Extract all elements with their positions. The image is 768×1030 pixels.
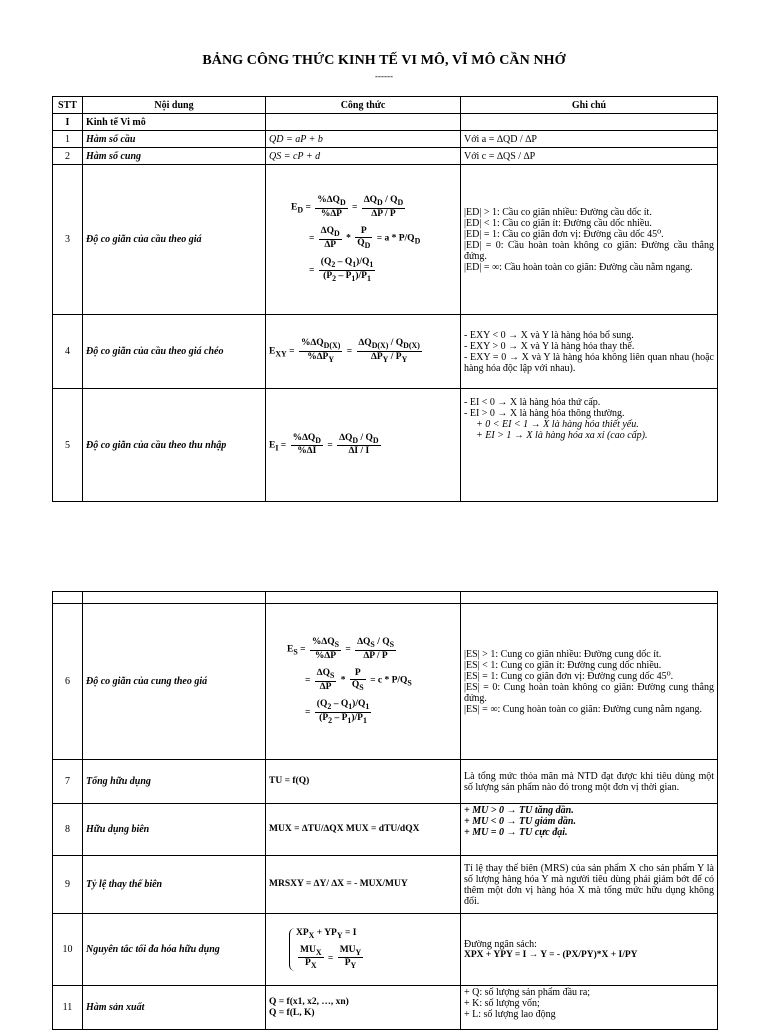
table-row: 2 Hàm số cung QS = cP + d Với c = ∆QS / ∆P bbox=[53, 148, 718, 165]
table-row: 5 Độ co giãn của cầu theo thu nhập $E_I$ = $\frac{\%\Delta Q_D}{\%\Delta I}$ = $\frac{\Delta Q_D / Q_D}{\Delta I / I}$ - EI < 0 → X là hàng hóa thứ cấp. - EI > 0 → X là hàng hóa thông thường. + 0 < EI < 1 → X là hàng hóa thiết yếu. + EI > 1 → X là hàng hóa xa xỉ (cao cấp). bbox=[53, 389, 718, 502]
table-row: 3 Độ co giãn của cầu theo giá $E_D$ = $\frac{\%\Delta Q_D}{\%\Delta P}$ = $\frac{\Delta Q_D / Q_D}{\Delta P / P}$ = $\frac{\Delta Q_D}{\Delta P}$ * $\frac{P}{Q_D}$ = a * $P/Q_D$ = $\frac{(Q_2 - Q_1)/Q_1}{(P_2 - P_1)/P_1}$ |ED| > 1: Cầu co giãn nhiều: Đường cầu dốc ít. |ED| < 1: Cầu co giãn ít: Đường cầu dốc nhiều. |ED| = 1: Cầu co giãn đơn vị: Đường cầu dốc 45⁰. |ED| = 0: Cầu hoàn toàn không co giãn: Đường cầu thẳng đứng. |ED| = ∞: Cầu hoàn toàn co giãn: Đường cầu nằm ngang. bbox=[53, 165, 718, 315]
header-formula: Công thức bbox=[266, 97, 461, 114]
table-row: 1 Hàm số cầu QD = aP + b Với a = ∆QD / ∆P bbox=[53, 131, 718, 148]
section-stt: I bbox=[53, 114, 83, 131]
table-row: 4 Độ co giãn của cầu theo giá chéo $E_{XY}$ = $\frac{\%\Delta Q_{D(X)}}{\%\Delta P_Y}$ = $\frac{\Delta Q_{D(X)} / Q_{D(X)}}{\Delta P_Y / P_Y}$ - EXY < 0 → X và Y là hàng hóa bổ sung. - EXY > 0 → X và Y là hàng hóa thay thế. - EXY = 0 → X và Y là hàng hóa không liên quan nhau (hoặc hàng hóa độc lập với nhau). bbox=[53, 315, 718, 389]
note-list: |ES| > 1: Cung co giãn nhiều: Đường cung dốc ít. |ES| < 1: Cung co giãn ít: Đường cung dốc nhiều. |ES| = 1: Cung co giãn đơn vị: Đường cung dốc 45⁰. |ES| = 0: Cung hoàn toàn không co giãn: Đường cung thẳng đứng. |ES| = ∞: Cung hoàn toàn co giãn: Đường cung nằm ngang. bbox=[461, 604, 718, 760]
section-row bbox=[53, 114, 718, 131]
table-row: 11 Hàm sản xuất Q = f(x1, x2, …, xn) Q = f(L, K) + Q: số lượng sản phẩm đầu ra; + K: số lượng vốn; + L: số lượng lao động bbox=[53, 986, 718, 1030]
formula-table-1 bbox=[52, 96, 718, 502]
page-title: BẢNG CÔNG THỨC KINH TẾ VI MÔ, VĨ MÔ CẦN NHỚ bbox=[202, 53, 566, 68]
table-row: 9 Tỷ lệ thay thế biên MRSXY = ∆Y/ ∆X = - MUX/MUY Tỉ lệ thay thế biên (MRS) của sản phẩm X cho sản phẩm Y là số lượng hàng hóa Y mà người tiêu dùng phải giảm bớt để có thêm một đơn vị hàng hóa X mà tổng mức hữu dụng không đổi. bbox=[53, 856, 718, 914]
table-row: 7 Tổng hữu dụng TU = f(Q) Là tổng mức thỏa mãn mà NTD đạt được khi tiêu dùng một số lượng sản phẩm nào đó trong một đơn vị thời gian. bbox=[53, 760, 718, 804]
table-header-row bbox=[53, 97, 718, 114]
formula-supply-elasticity: $E_S$ = $\frac{\%\Delta Q_S}{\%\Delta P}$ = $\frac{\Delta Q_S / Q_S}{\Delta P / P}$ = $\frac{\Delta Q_S}{\Delta P}$ * $\frac{P}{Q_S}$ = c * $P/Q_S$ = $\frac{(Q_2 - Q_1)/Q_1}{(P_2 - P_1)/P_1}$ bbox=[266, 604, 461, 760]
header-content: Nội dung bbox=[83, 97, 266, 114]
formula-table-2 bbox=[52, 591, 718, 1030]
section-label: Kinh tế Vi mô bbox=[83, 114, 266, 131]
note-list: - EXY < 0 → X và Y là hàng hóa bổ sung. - EXY > 0 → X và Y là hàng hóa thay thế. - EXY = 0 → X và Y là hàng hóa không liên quan nhau (hoặc hàng hóa độc lập với nhau). bbox=[461, 315, 718, 389]
note-list: |ED| > 1: Cầu co giãn nhiều: Đường cầu dốc ít. |ED| < 1: Cầu co giãn ít: Đường cầu dốc nhiều. |ED| = 1: Cầu co giãn đơn vị: Đường cầu dốc 45⁰. |ED| = 0: Cầu hoàn toàn không co giãn: Đường cầu thẳng đứng. |ED| = ∞: Cầu hoàn toàn co giãn: Đường cầu nằm ngang. bbox=[461, 165, 718, 315]
table-row: 6 Độ co giãn của cung theo giá $E_S$ = $\frac{\%\Delta Q_S}{\%\Delta P}$ = $\frac{\Delta Q_S / Q_S}{\Delta P / P}$ = $\frac{\Delta Q_S}{\Delta P}$ * $\frac{P}{Q_S}$ = c * $P/Q_S$ = $\frac{(Q_2 - Q_1)/Q_1}{(P_2 - P_1)/P_1}$ |ES| > 1: Cung co giãn nhiều: Đường cung dốc ít. |ES| < 1: Cung co giãn ít: Đường cung dốc nhiều. |ES| = 1: Cung co giãn đơn vị: Đường cung dốc 45⁰. |ES| = 0: Cung hoàn toàn không co giãn: Đường cung thẳng đứng. |ES| = ∞: Cung hoàn toàn co giãn: Đường cung nằm ngang. bbox=[53, 604, 718, 760]
note-list: - EI < 0 → X là hàng hóa thứ cấp. - EI > 0 → X là hàng hóa thông thường. + 0 < EI < 1 → X là hàng hóa thiết yếu. + EI > 1 → X là hàng hóa xa xỉ (cao cấp). bbox=[461, 389, 718, 502]
formula-utility-max: $XP_X + YP_Y = I$ $\frac{MU_X}{P_X}$ = $\frac{MU_Y}{P_Y}$ bbox=[266, 914, 461, 986]
table-row: 8 Hữu dụng biên MUX = ∆TU/∆QX MUX = dTU/dQX + MU > 0 → TU tăng dần. + MU < 0 → TU giảm dần. + MU = 0 → TU cực đại. bbox=[53, 804, 718, 856]
header-stt: STT bbox=[53, 97, 83, 114]
formula-income-elasticity: $E_I$ = $\frac{\%\Delta Q_D}{\%\Delta I}$ = $\frac{\Delta Q_D / Q_D}{\Delta I / I}$ bbox=[266, 389, 461, 502]
formula-cross-elasticity: $E_{XY}$ = $\frac{\%\Delta Q_{D(X)}}{\%\Delta P_Y}$ = $\frac{\Delta Q_{D(X)} / Q_{D(X)}}{\Delta P_Y / P_Y}$ bbox=[266, 315, 461, 389]
header-note: Ghi chú bbox=[461, 97, 718, 114]
note-list: + Q: số lượng sản phẩm đầu ra; + K: số lượng vốn; + L: số lượng lao động bbox=[461, 986, 718, 1030]
table-row: 10 Nguyên tắc tối đa hóa hữu dụng $XP_X + YP_Y = I$ $\frac{MU_X}{P_X}$ = $\frac{MU_Y}{P_Y}$ Đường ngân sách: XPX + YPY = I → Y = - (PX/PY)*X + I/PY bbox=[53, 914, 718, 986]
table-header-row bbox=[53, 592, 718, 604]
formula-demand-elasticity: $E_D$ = $\frac{\%\Delta Q_D}{\%\Delta P}$ = $\frac{\Delta Q_D / Q_D}{\Delta P / P}$ = $\frac{\Delta Q_D}{\Delta P}$ * $\frac{P}{Q_D}$ = a * $P/Q_D$ = $\frac{(Q_2 - Q_1)/Q_1}{(P_2 - P_1)/P_1}$ bbox=[266, 165, 461, 315]
title-underline: ------ bbox=[375, 71, 393, 81]
note-list: + MU > 0 → TU tăng dần. + MU < 0 → TU giảm dần. + MU = 0 → TU cực đại. bbox=[461, 804, 718, 856]
